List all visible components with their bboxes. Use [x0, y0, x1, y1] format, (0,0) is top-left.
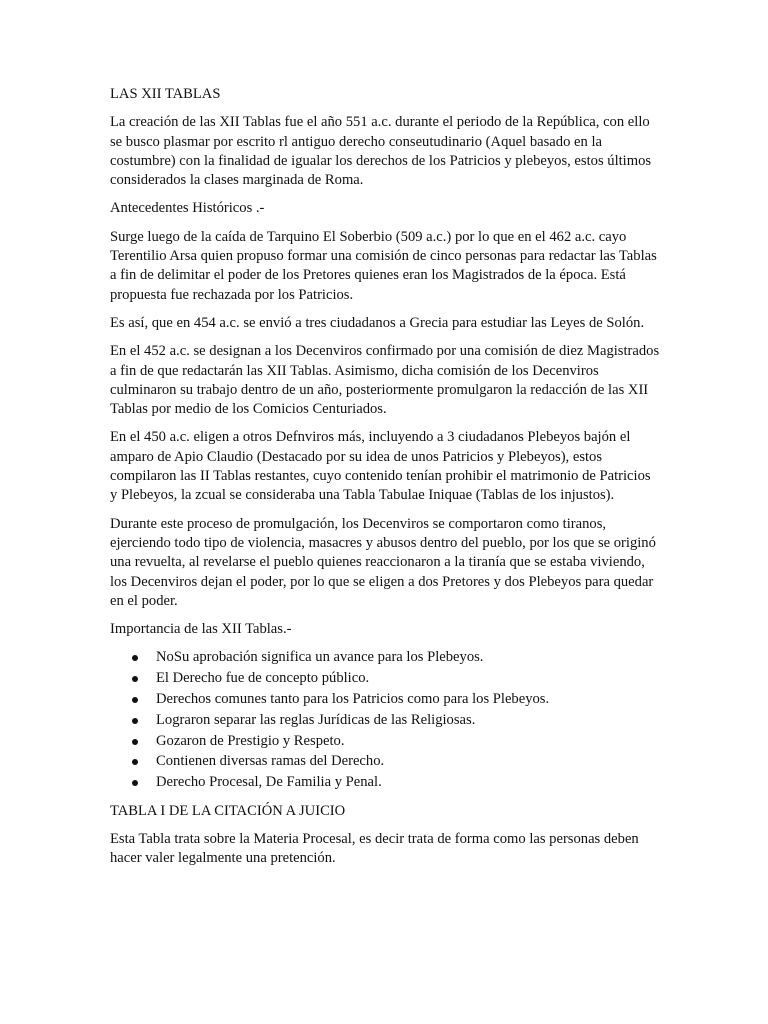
list-item-text: NoSu aprobación significa un avance para los Plebeyos. [156, 649, 484, 666]
paragraph: Surge luego de la caída de Tarquino El Soberbio (509 a.c.) por lo que en el 462 a.c. cayo Terentilio Arsa quien propuso formar una comisión de cinco personas para redactar las Tablas a fin de delimitar el poder de los Pretores quienes eran los Magistrados de la época. Está propuesta fue rechazada por los Patricios. [110, 228, 657, 303]
list-item-text: Derechos comunes tanto para los Patricios como para los Plebeyos. [156, 691, 550, 708]
tabla1-paragraph: Esta Tabla trata sobre la Materia Procesal, es decir trata de forma como las personas deben hacer valer legalmente una pretención. [110, 830, 639, 867]
list-item [110, 648, 660, 667]
intro-paragraph: La creación de las XII Tablas fue el año 551 a.c. durante el periodo de la República, con ello se busco plasmar por escrito rl antiguo derecho conseutudinario (Aquel basado en la costumbre) con la finalidad de igualar los derechos de los Patricios y plebeyos, estos últimos considerados la clases marginada de Roma. [110, 114, 652, 189]
list-item-text: Contienen diversas ramas del Derecho. [156, 753, 385, 770]
bullet-icon [132, 697, 138, 703]
importancia-heading: Importancia de las XII Tablas.- [110, 621, 292, 638]
list-item [110, 773, 660, 792]
paragraph: En el 450 a.c. eligen a otros Defnviros más, incluyendo a 3 ciudadanos Plebeyos bajón el amparo de Apio Claudio (Destacado por su idea de unos Patricios y Plebeyos), estos compilaron las II Tablas restantes, cuyo contenido tenían prohibir el matrimonio de Patricios y Plebeyos, la zcual se consideraba una Tabla Tabulae Iniquae (Tablas de los injustos). [110, 429, 651, 504]
list-item [110, 752, 660, 771]
bullet-icon [132, 655, 138, 661]
paragraph: En el 452 a.c. se designan a los Decenviros confirmado por una comisión de diez Magistrados a fin de que redactarán las XII Tablas. Asimismo, dicha comisión de los Decenviros culminaron su trabajo dentro de un año, posteriormente promulgaron la redacción de las XII Tablas por medio de los Comicios Centuriados. [110, 343, 660, 418]
bullet-icon [132, 759, 138, 765]
bullet-icon [132, 718, 138, 724]
antecedentes-heading: Antecedentes Históricos .- [110, 200, 265, 217]
list-item-text: Lograron separar las reglas Jurídicas de las Religiosas. [156, 711, 476, 728]
list-item [110, 690, 660, 709]
list-item-text: El Derecho fue de concepto público. [156, 670, 370, 687]
bullet-icon [132, 676, 138, 682]
document-body [110, 85, 660, 877]
list-item [110, 711, 660, 730]
list-item [110, 669, 660, 688]
tabla1-heading: TABLA I DE LA CITACIÓN A JUICIO [110, 802, 346, 819]
list-item [110, 732, 660, 751]
bullet-icon [132, 780, 138, 786]
bullet-icon [132, 739, 138, 745]
list-item-text: Derecho Procesal, De Familia y Penal. [156, 774, 382, 791]
importancia-list [110, 648, 660, 792]
paragraph: Durante este proceso de promulgación, los Decenviros se comportaron como tiranos, ejerciendo todo tipo de violencia, masacres y abusos dentro del pueblo, por los que se originó una revuelta, al revelarse el pueblo quienes reaccionaron a la tiranía que se estaba viviendo, los Decenviros dejan el poder, por lo que se eligen a dos Pretores y dos Plebeyos para quedar en el poder. [110, 515, 656, 609]
document-title: LAS XII TABLAS [110, 86, 221, 102]
paragraph: Es así, que en 454 a.c. se envió a tres ciudadanos a Grecia para estudiar las Leyes de Solón. [110, 314, 645, 331]
list-item-text: Gozaron de Prestigio y Respeto. [156, 732, 345, 749]
